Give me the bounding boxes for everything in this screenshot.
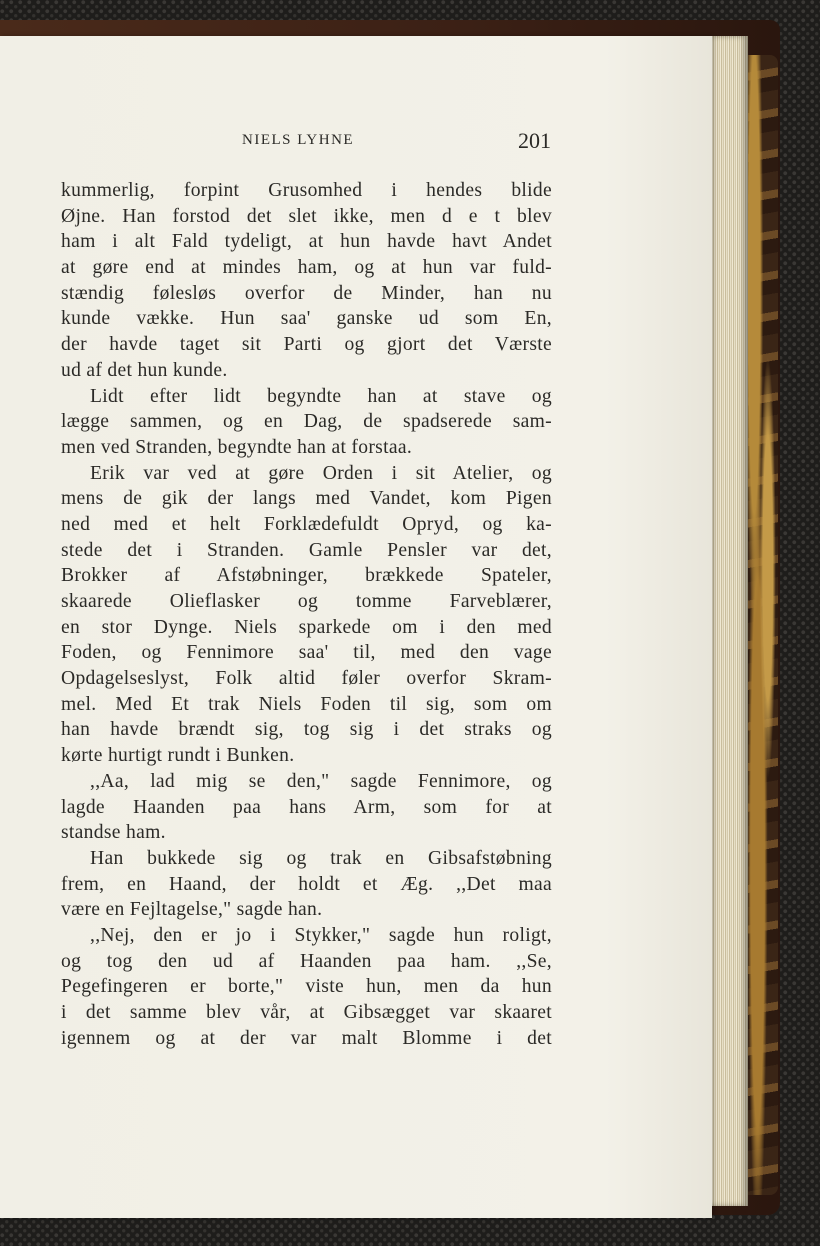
text-line: frem, en Haand, der holdt et Æg. ,,Det maa — [61, 873, 552, 895]
text-line: kunde vække. Hun saa' ganske ud som En, — [61, 308, 552, 330]
text-line: Øjne. Han forstod det slet ikke, men d e t blev — [61, 205, 552, 227]
text-line: ham i alt Fald tydeligt, at hun havde havt Andet — [61, 231, 552, 253]
text-line: men ved Stranden, begyndte han at forstaa. — [61, 436, 413, 458]
text-line: og tog den ud af Haanden paa ham. ,,Se, — [61, 950, 552, 972]
text-line: være en Fejltagelse," sagde han. — [61, 899, 323, 921]
page-edges — [706, 36, 748, 1206]
marbled-edge — [744, 55, 778, 1195]
page-number: 201 — [518, 128, 551, 153]
text-line: stede det i Stranden. Gamle Pensler var det, — [61, 539, 552, 561]
text-line: Han bukkede sig og trak en Gibsafstøbning — [90, 847, 552, 869]
text-line: lægge sammen, og en Dag, de spadserede sam- — [61, 411, 552, 433]
text-line: ud af det hun kunde. — [61, 359, 228, 381]
text-line: Brokker af Afstøbninger, brækkede Spateler, — [61, 565, 552, 587]
text-line: igennem og at der var malt Blomme i det — [61, 1027, 552, 1049]
text-line: stændig følesløs overfor de Minder, han nu — [61, 282, 552, 304]
text-line: ,,Aa, lad mig se den," sagde Fennimore, og — [90, 770, 552, 792]
text-line: at gøre end at mindes ham, og at hun var fuld- — [61, 257, 552, 279]
text-line: ,,Nej, den er jo i Stykker," sagde hun roligt, — [90, 924, 552, 946]
text-line: der havde taget sit Parti og gjort det Værste — [61, 334, 552, 356]
text-line: Foden, og Fennimore saa' til, med den vage — [61, 642, 552, 664]
text-line: han havde brændt sig, tog sig i det straks og — [61, 719, 552, 741]
running-head-title: NIELS LYHNE — [242, 132, 355, 148]
text-line: Lidt efter lidt begyndte han at stave og — [90, 385, 552, 407]
text-line: Erik var ved at gøre Orden i sit Atelier, og — [90, 462, 552, 484]
text-line: ned med et helt Forklædefuldt Opryd, og ka- — [61, 513, 552, 535]
text-line: mel. Med Et trak Niels Foden til sig, som om — [61, 693, 552, 715]
running-head — [0, 128, 712, 156]
text-line: mens de gik der langs med Vandet, kom Pigen — [61, 488, 552, 510]
text-line: en stor Dynge. Niels sparkede om i den med — [61, 616, 552, 638]
text-line: Opdagelseslyst, Folk altid føler overfor Skram- — [61, 668, 552, 690]
text-line: lagde Haanden paa hans Arm, som for at — [61, 796, 552, 818]
text-line: kørte hurtigt rundt i Bunken. — [61, 745, 295, 767]
text-line: skaarede Olieflasker og tomme Farveblærer, — [61, 591, 552, 612]
text-line: standse ham. — [61, 822, 166, 844]
body-text — [61, 178, 552, 1051]
text-line: kummerlig, forpint Grusomhed i hendes blide — [61, 180, 552, 201]
text-line: i det samme blev vår, at Gibsægget var skaaret — [61, 1002, 552, 1023]
text-line: Pegefingeren er borte," viste hun, men da hun — [61, 976, 552, 998]
